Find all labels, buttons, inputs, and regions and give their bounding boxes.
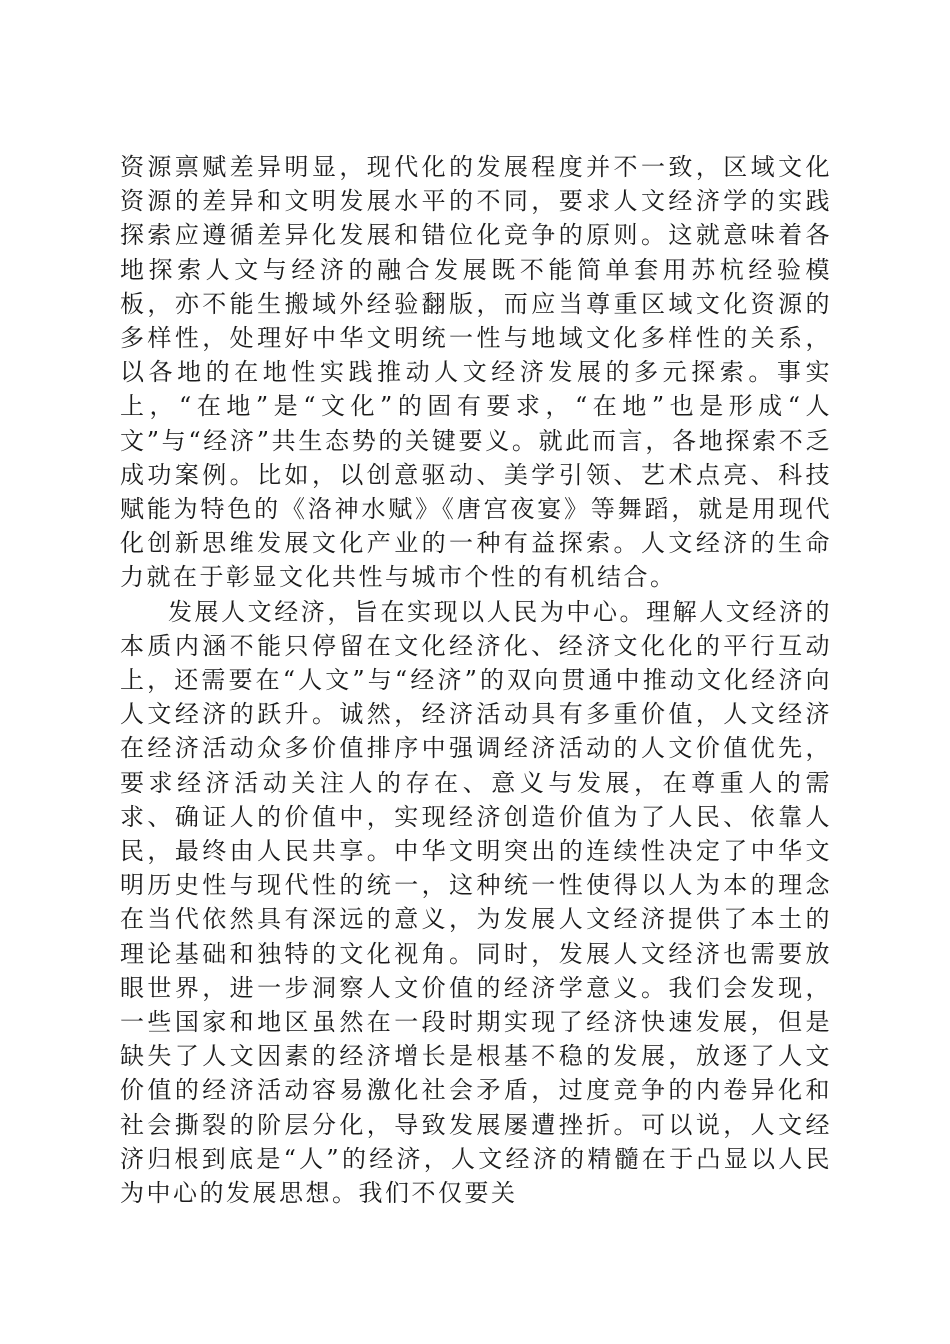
body-text (120, 150, 832, 1210)
paragraph-continued: 资源禀赋差异明显，现代化的发展程度并不一致，区域文化资源的差异和文明发展水平的不同，要求人文经济学的实践探索应遵循差异化发展和错位化竞争的原则。这就意味着各地探索人文与经济的融合发展既不能简单套用苏杭经验模板，亦不能生搬域外经验翻版，而应当尊重区域文化资源的多样性，处理好中华文明统一性与地域文化多样性的关系，以各地的在地性实践推动人文经济发展的多元探索。事实上，“在地”是“文化”的固有要求，“在地”也是形成“人文”与“经济”共生态势的关键要义。就此而言，各地探索不乏成功案例。比如，以创意驱动、美学引领、艺术点亮、科技赋能为特色的《洛神水赋》《唐宫夜宴》等舞蹈，就是用现代化创新思维发展文化产业的一种有益探索。人文经济的生命力就在于彰显文化共性与城市个性的有机结合。 (120, 153, 832, 592)
paragraph: 发展人文经济，旨在实现以人民为中心。理解人文经济的本质内涵不能只停留在文化经济化、经济文化化的平行互动上，还需要在“人文”与“经济”的双向贯通中推动文化经济向人文经济的跃升。诚然，经济活动具有多重价值，人文经济在经济活动众多价值排序中强调经济活动的人文价值优先，要求经济活动关注人的存在、意义与发展，在尊重人的需求、确证人的价值中，实现经济创造价值为了人民、依靠人民，最终由人民共享。中华文明突出的连续性决定了中华文明历史性与现代性的统一，这种统一性使得以人为本的理念在当代依然具有深远的意义，为发展人文经济提供了本土的理论基础和独特的文化视角。同时，发展人文经济也需要放眼世界，进一步洞察人文价值的经济学意义。我们会发现，一些国家和地区虽然在一段时期实现了经济快速发展，但是缺失了人文因素的经济增长是根基不稳的发展，放逐了人文价值的经济活动容易激化社会矛盾，过度竞争的内卷异化和社会撕裂的阶层分化，导致发展屡遭挫折。可以说，人文经济归根到底是“人”的经济，人文经济的精髓在于凸显以人民为中心的发展思想。我们不仅要关 (120, 597, 832, 1208)
